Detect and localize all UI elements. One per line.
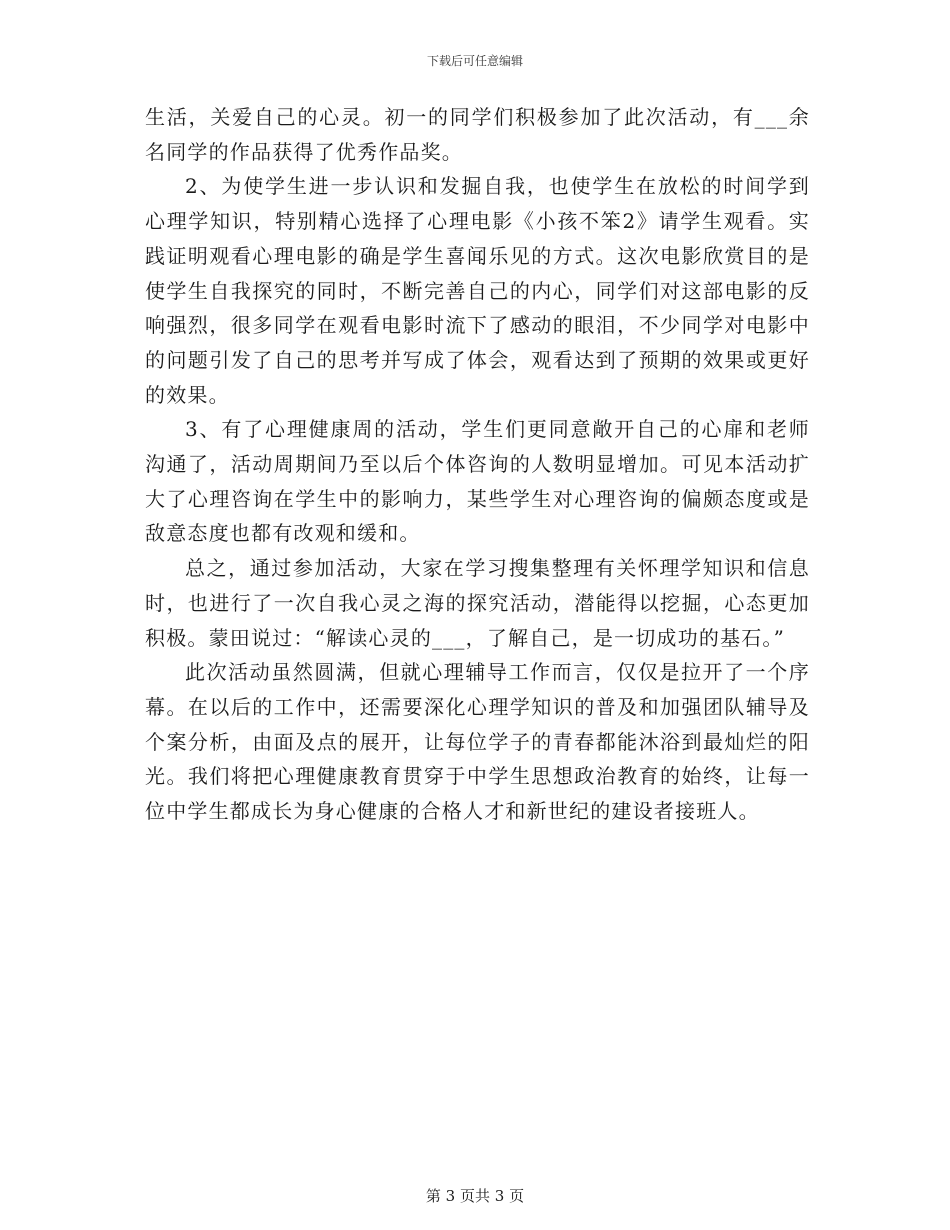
paragraph-4: 总之，通过参加活动，大家在学习搜集整理有关怀理学知识和信息时，也进行了一次自我心灵之海的探究活动，潜能得以挖掘，心态更加积极。蒙田说过：“解读心灵的___，了解自己，是一切成功的基石。”: [145, 556, 810, 650]
page-footer: 第 3 页共 3 页: [425, 1187, 525, 1205]
document-body: [145, 100, 810, 829]
page-header: 下载后可任意编辑: [426, 54, 523, 68]
paragraph-5: 此次活动虽然圆满，但就心理辅导工作而言，仅仅是拉开了一个序幕。在以后的工作中，还需要深化心理学知识的普及和加强团队辅导及个案分析，由面及点的展开，让每位学子的青春都能沐浴到最灿烂的阳光。我们将把心理健康教育贯穿于中学生思想政治教育的始终，让每一位中学生都成长为身心健康的合格人才和新世纪的建设者接班人。: [145, 660, 810, 824]
paragraph-1: 生活，关爱自己的心灵。初一的同学们积极参加了此次活动，有___余名同学的作品获得了优秀作品奖。: [145, 105, 810, 164]
paragraph-2: 2、为使学生进一步认识和发掘自我，也使学生在放松的时间学到心理学知识，特别精心选择了心理电影《小孩不笨2》请学生观看。实践证明观看心理电影的确是学生喜闻乐见的方式。这次电影欣赏目的是使学生自我探究的同时，不断完善自己的内心，同学们对这部电影的反响强烈，很多同学在观看电影时流下了感动的眼泪，不少同学对电影中的问题引发了自己的思考并写成了体会，观看达到了预期的效果或更好的效果。: [145, 174, 810, 407]
paragraph-3: 3、有了心理健康周的活动，学生们更同意敞开自己的心扉和老师沟通了，活动周期间乃至以后个体咨询的人数明显增加。可见本活动扩大了心理咨询在学生中的影响力，某些学生对心理咨询的偏颇态度或是敌意态度也都有改观和缓和。: [145, 417, 810, 546]
